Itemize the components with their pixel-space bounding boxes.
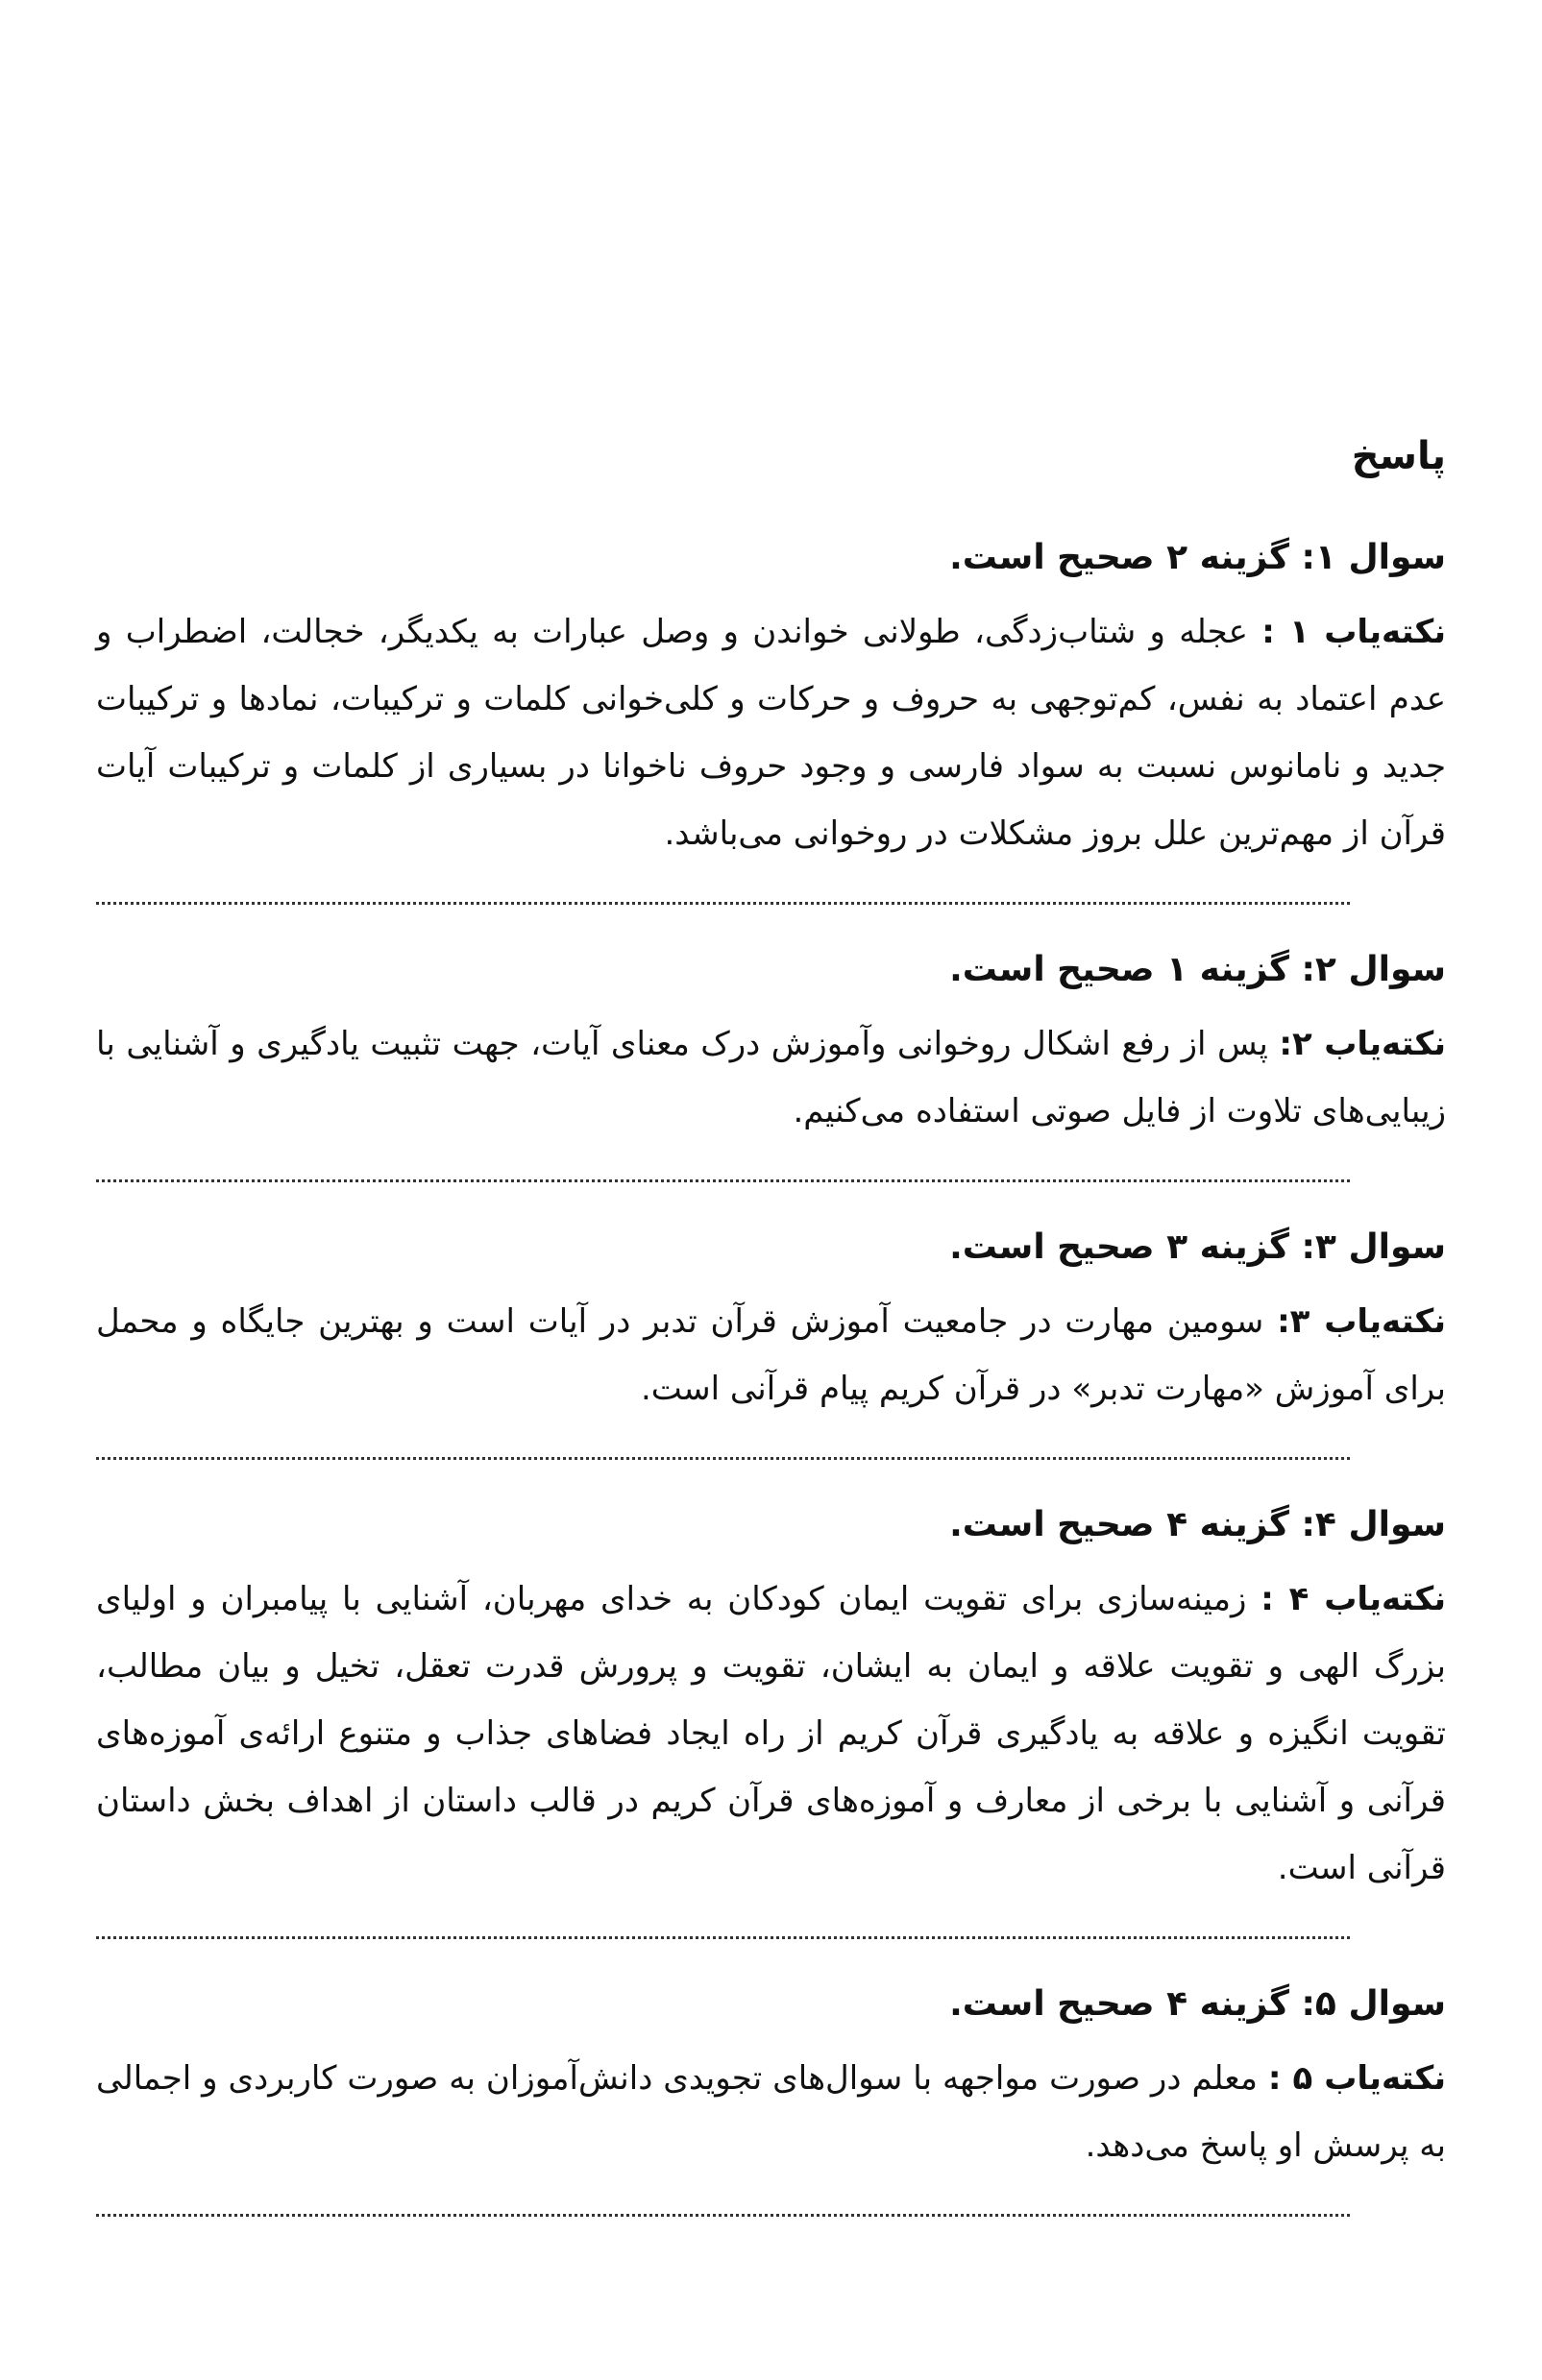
tip-text: سومین مهارت در جامعیت آموزش قرآن تدبر در آیات است و بهترین جایگاه و محمل برای آموزش «مهارت تدبر» در قرآن کریم پیام قرآنی است.	[96, 1302, 1446, 1408]
tip-text: پس از رفع اشکال روخوانی وآموزش درک معنای آیات، جهت تثبیت یادگیری و آشنایی با زیبایی‌های تلاوت از فایل صوتی استفاده می‌کنیم.	[96, 1025, 1446, 1130]
answer-explanation	[96, 1288, 1446, 1422]
section-heading: پاسخ	[1351, 434, 1446, 478]
answer-title: سوال ۴: گزینه ۴ صحیح است.	[949, 1505, 1446, 1544]
tip-label: نکته‌یاب ۱ :	[1261, 613, 1447, 651]
tip-text: عجله و شتاب‌زدگی، طولانی خواندن و وصل عبارات به یکدیگر، خجالت، اضطراب و عدم اعتماد به نفس، کم‌توجهی به حروف و حرکات و کلی‌خوانی کلمات و ترکیبات، نمادها و ترکیبات جدید و نامانوس نسبت به سواد فارسی و وجود حروف ناخوانا در بسیاری از کلمات و ترکیبات آیات قرآن از مهم‌ترین علل بروز مشکلات در روخوانی می‌باشد.	[96, 613, 1446, 853]
tip-label: نکته‌یاب ۳:	[1277, 1302, 1446, 1341]
answer-block-2	[96, 943, 1446, 1145]
answer-explanation	[96, 598, 1446, 867]
answer-title: سوال ۱: گزینه ۲ صحیح است.	[949, 538, 1446, 577]
dotted-separator	[96, 902, 1350, 905]
tip-text: معلم در صورت مواجهه با سوال‌های تجویدی دانش‌آموزان به صورت کاربردی و اجمالی به پرسش او پاسخ می‌دهد.	[96, 2059, 1446, 2165]
answer-explanation	[96, 2045, 1446, 2179]
tip-label: نکته‌یاب ۴ :	[1261, 1580, 1446, 1618]
answer-section	[96, 427, 1446, 2255]
answer-block-4	[96, 1498, 1446, 1902]
answer-title: سوال ۵: گزینه ۴ صحیح است.	[949, 1984, 1446, 2024]
answer-block-1	[96, 531, 1446, 867]
answer-block-5	[96, 1978, 1446, 2179]
answer-explanation	[96, 1010, 1446, 1145]
tip-label: نکته‌یاب ۵ :	[1267, 2059, 1446, 2098]
dotted-separator	[96, 2214, 1350, 2217]
dotted-separator	[96, 1457, 1350, 1460]
answer-title: سوال ۳: گزینه ۳ صحیح است.	[949, 1227, 1446, 1267]
dotted-separator	[96, 1936, 1350, 1939]
dotted-separator	[96, 1179, 1350, 1182]
answer-block-3	[96, 1221, 1446, 1422]
tip-text: زمینه‌سازی برای تقویت ایمان کودکان به خدای مهربان، آشنایی با پیامبران و اولیای بزرگ الهی و تقویت علاقه و ایمان به ایشان، تقویت و پرورش قدرت تعقل، تخیل و بیان مطالب، تقویت انگیزه و علاقه به یادگیری قرآن کریم از راه ایجاد فضاهای جذاب و متنوع ارائه‌ی آموزه‌های قرآنی و آشنایی با برخی از معارف و آموزه‌های قرآن کریم در قالب داستان از اهداف بخش داستان قرآنی است.	[96, 1580, 1446, 1887]
tip-label: نکته‌یاب ۲:	[1279, 1025, 1446, 1063]
answer-explanation	[96, 1566, 1446, 1902]
answer-title: سوال ۲: گزینه ۱ صحیح است.	[949, 950, 1446, 989]
